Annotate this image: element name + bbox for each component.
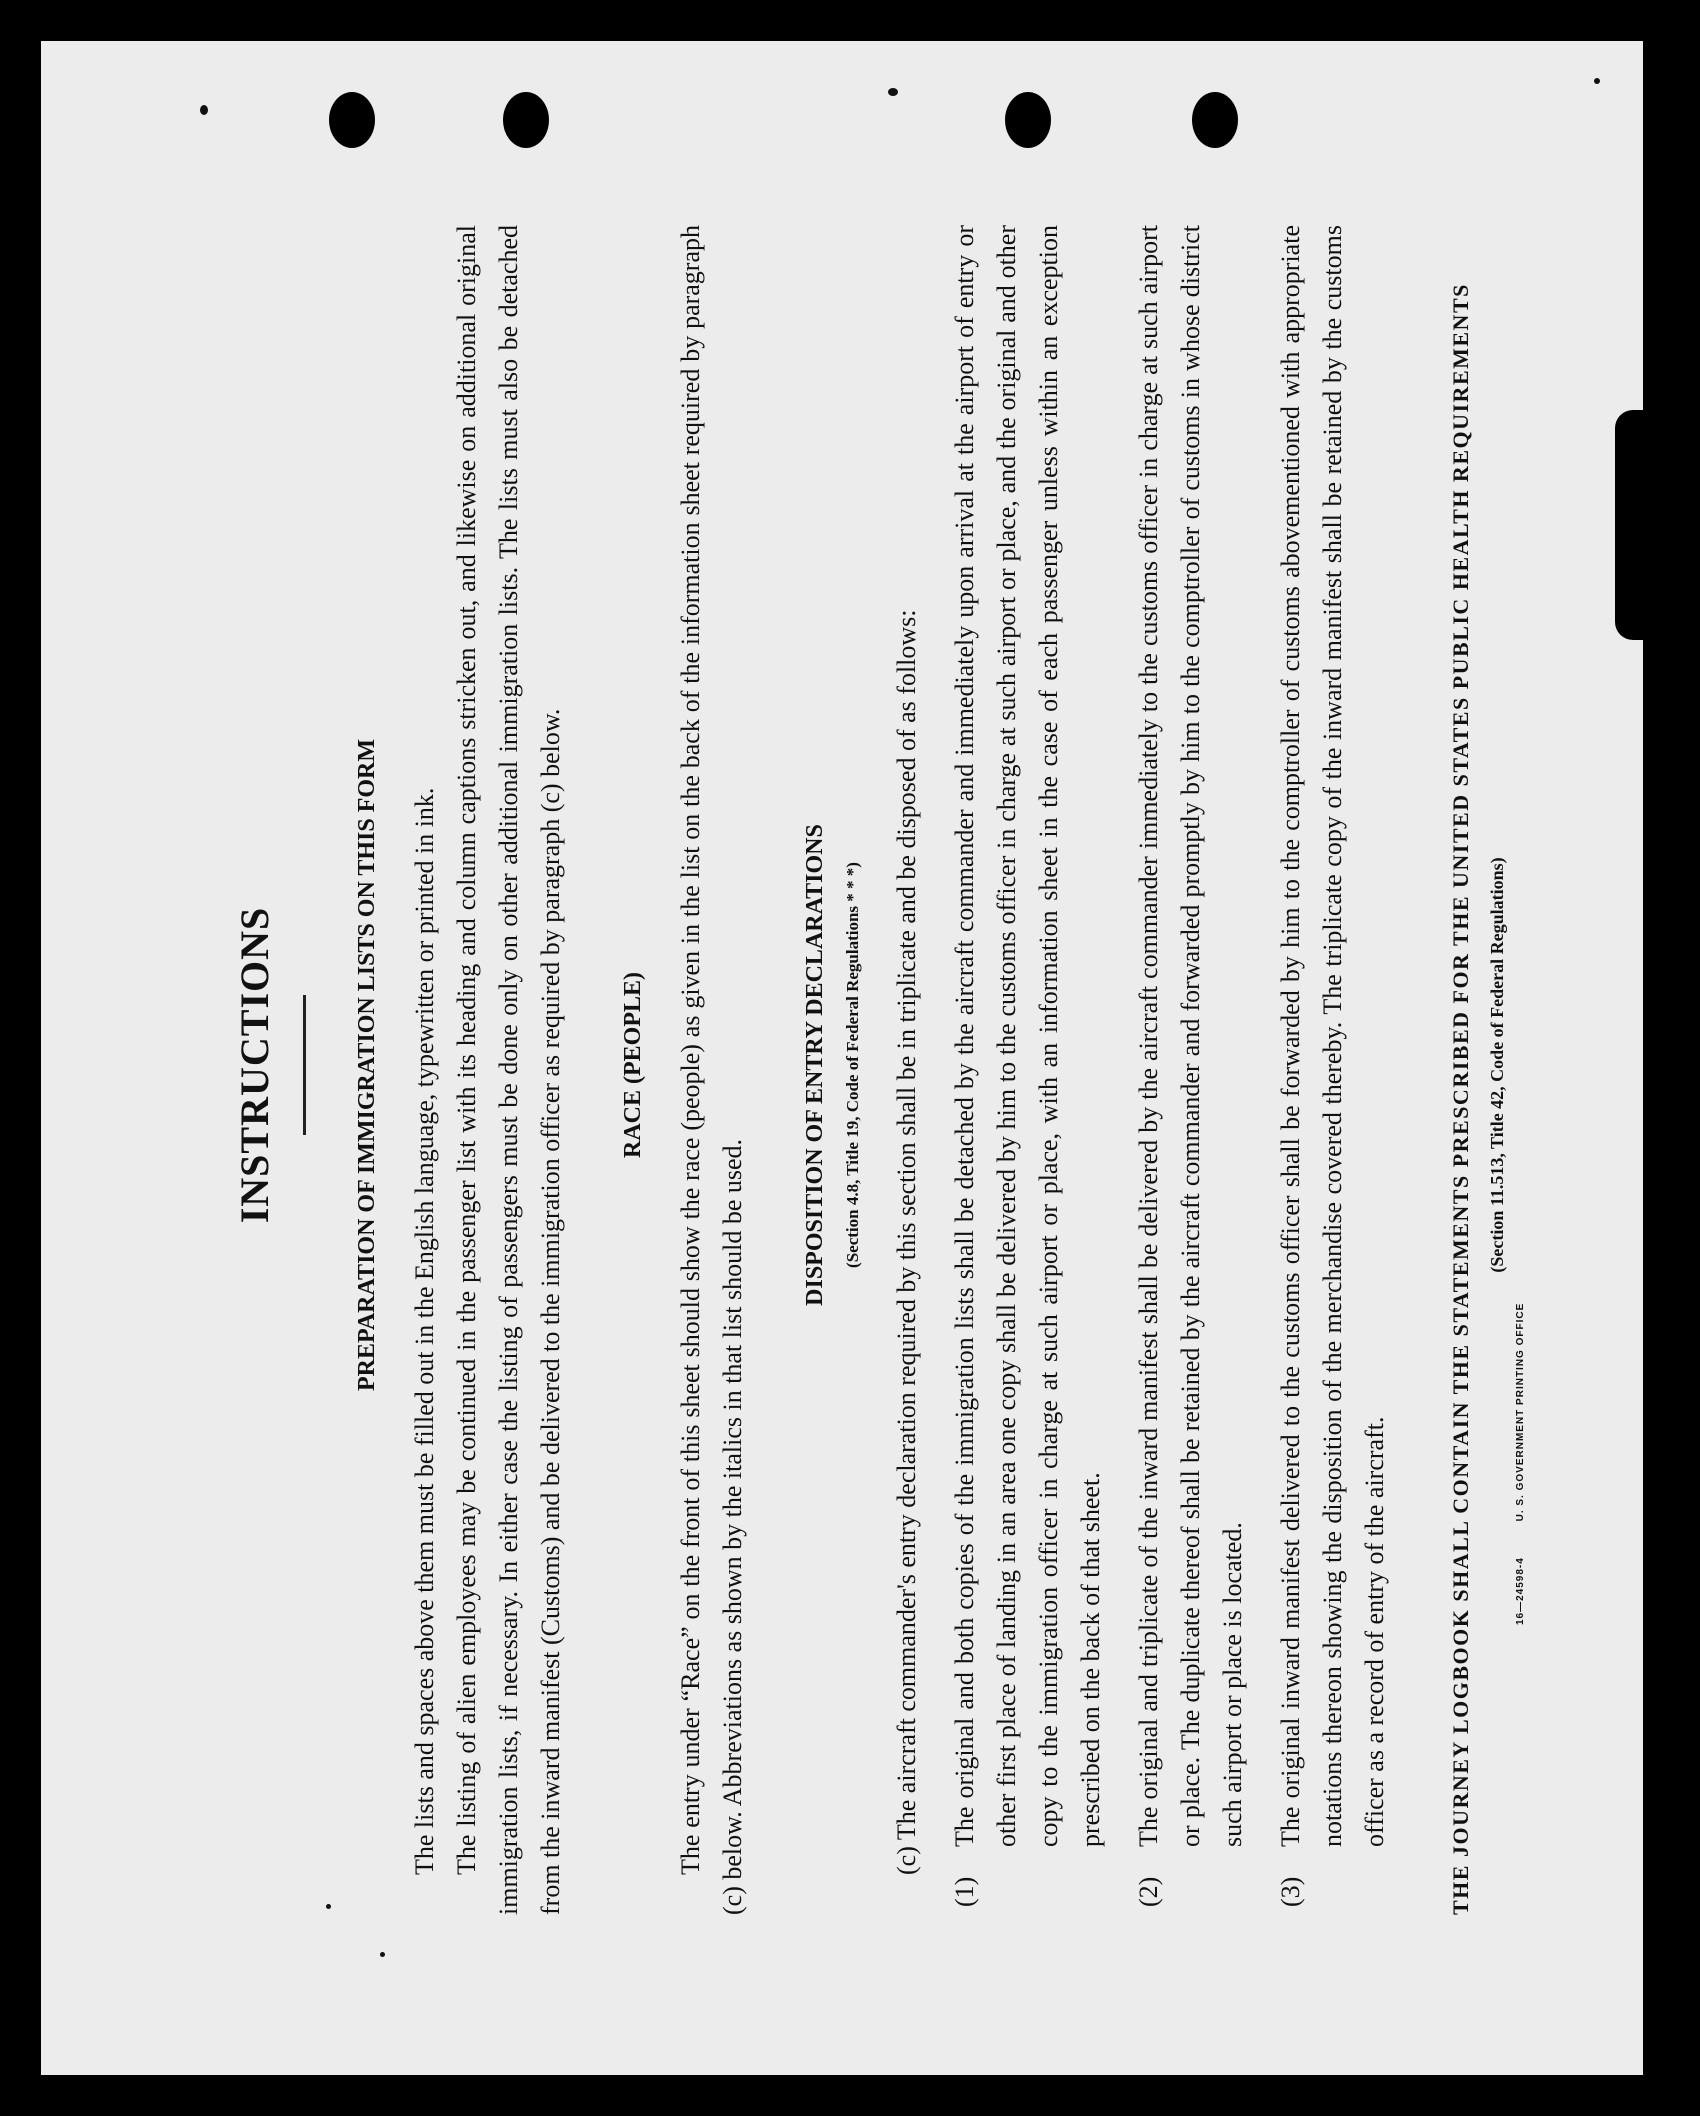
- section-heading-preparation: PREPARATION OF IMMIGRATION LISTS ON THIS FORM: [354, 738, 380, 1392]
- punch-hole: [503, 92, 549, 148]
- printer-name: U. S. GOVERNMENT PRINTING OFFICE: [1515, 1302, 1526, 1522]
- instructions-text-block: [165, 215, 1526, 1915]
- scan-speck: [888, 88, 898, 96]
- paragraph-race: The entry under “Race” on the front of this sheet should show the race (people) as given in the list on the back of the information sheet required by paragraph (c) below. Abbreviations as shown by the italics in that list should be used.: [676, 225, 747, 1915]
- paragraph-disposition-intro: (c) The aircraft commander's entry declaration required by this section shall be in triplicate and be disposed of as follows:: [892, 609, 921, 1875]
- section-heading-race: RACE (PEOPLE): [620, 972, 646, 1158]
- list-item: [1270, 215, 1396, 1915]
- list-item: [1128, 215, 1254, 1915]
- paragraph-preparation-2: The listing of alien employees may be continued in the passenger list with its heading and column captions stricken out, and likewise on additional original immigration lists, if necessary. In either case the listing of passengers must be done only on other additional immigration lists. The lists must also be detached from the inward manifest (Customs) and be delivered to the immigration officer as required by paragraph (c) below.: [452, 225, 565, 1915]
- form-number: 16—24598-4: [1515, 1557, 1526, 1625]
- list-item-number: (3): [1276, 1876, 1305, 1907]
- footer-citation: (Section 11.513, Title 42, Code of Federal Regulations): [1487, 857, 1507, 1273]
- list-item-number: (2): [1134, 1876, 1163, 1907]
- punch-hole: [1192, 92, 1238, 148]
- punch-hole: [329, 92, 375, 148]
- section-citation-disposition: (Section 4.8, Title 19, Code of Federal Regulations * * *): [843, 862, 862, 1268]
- title-underline: [303, 995, 306, 1135]
- list-item-number: (1): [950, 1876, 979, 1907]
- scan-speck: [200, 105, 208, 115]
- page-edge-notch: [1615, 410, 1655, 640]
- list-item-text: The original and triplicate of the inward manifest shall be delivered by the aircraft commander immediately to the customs officer in charge at such airport or place. The duplicate thereof shall be retained by the aircraft commander and forwarded promptly by him to the comptroller of customs in whose district such airport or place is located.: [1134, 225, 1247, 1847]
- scan-speck: [1594, 78, 1600, 84]
- list-item-text: The original inward manifest delivered to the customs officer shall be forwarded by him to the comptroller of customs abovementioned with appropriate notations thereon showing the disposition of the merchandise covered thereby. The triplicate copy of the inward manifest shall be retained by the customs officer as a record of entry of the aircraft.: [1276, 225, 1389, 1847]
- page-title: INSTRUCTIONS: [232, 906, 277, 1224]
- footer-statement: THE JOURNEY LOGBOOK SHALL CONTAIN THE STATEMENTS PRESCRIBED FOR THE UNITED STATES PUBLIC HEALTH REQUIREMENTS: [1448, 283, 1473, 1915]
- paragraph-preparation-1: The lists and spaces above them must be filled out in the English language, typewritten or printed in ink.: [410, 787, 439, 1875]
- printer-imprint: [1515, 1271, 1527, 1625]
- punch-hole: [1005, 92, 1051, 148]
- scan-speck: [380, 1952, 385, 1957]
- list-item: [944, 215, 1112, 1915]
- list-item-text: The original and both copies of the immigration lists shall be detached by the aircraft commander and immediately upon arrival at the airport of entry or other first place of landing in an area one copy shall be delivered by him to the customs officer in charge at such airport or place, and the original and other copy to the immigration officer in charge at such airport or place, with an information sheet in the case of each passenger unless within an exception prescribed on the back of that sheet.: [950, 225, 1105, 1847]
- section-heading-disposition: DISPOSITION OF ENTRY DECLARATIONS: [802, 824, 828, 1306]
